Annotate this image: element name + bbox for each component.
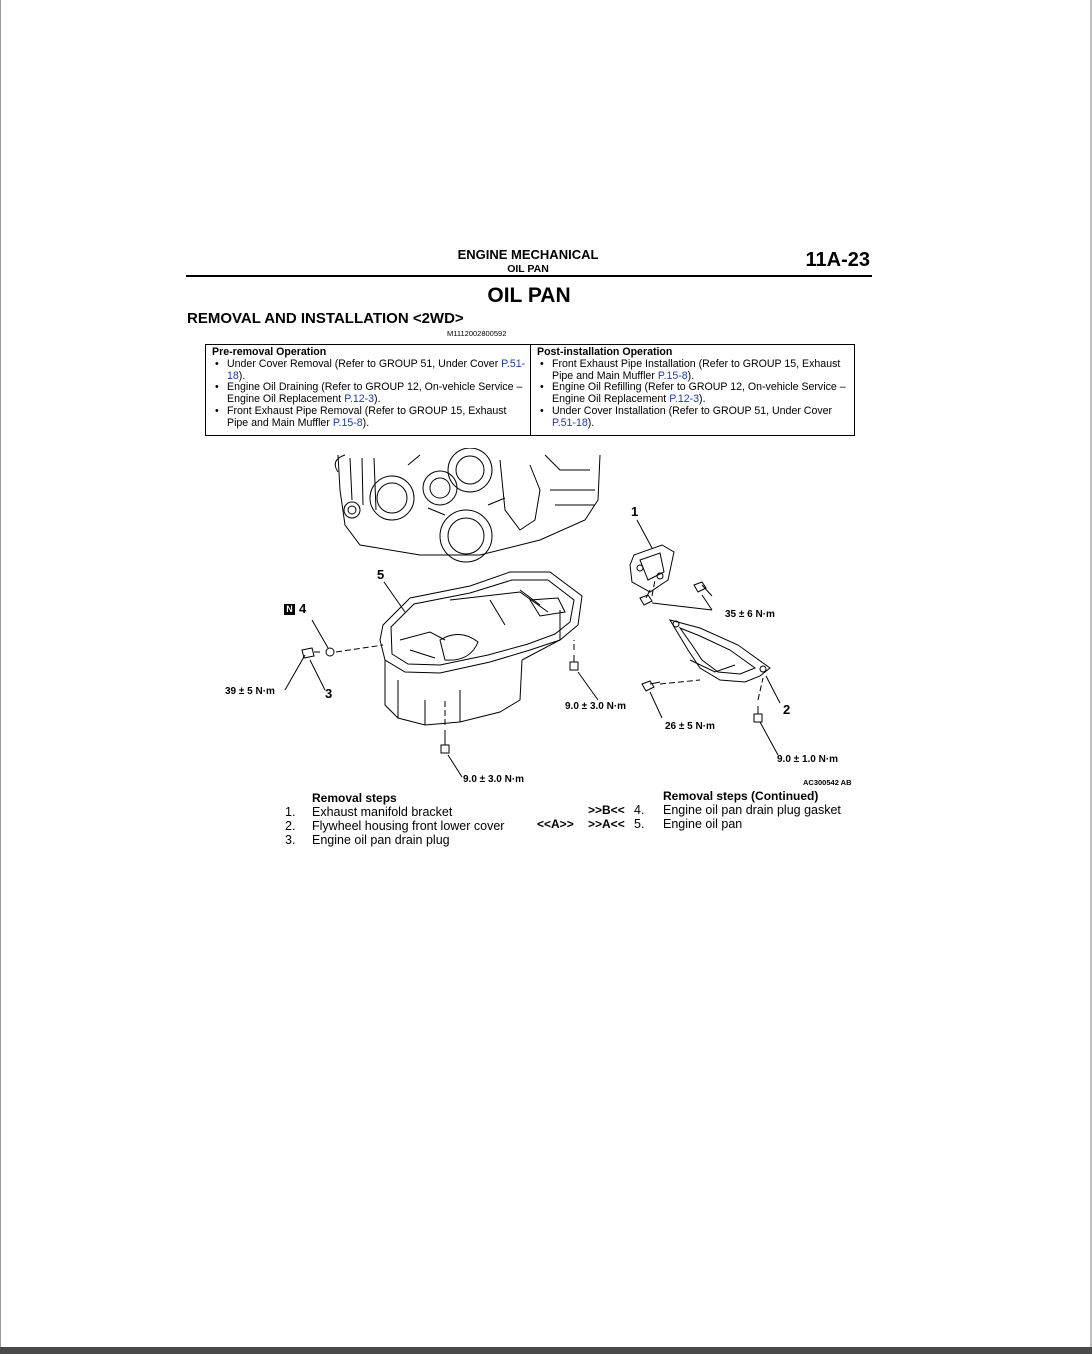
item-text: Engine Oil Draining (Refer to GROUP 12, On-vehicle Service – Engine Oil Replacement <box>227 381 523 406</box>
step-text: Engine oil pan drain plug <box>312 833 450 847</box>
step-number: 5. <box>634 817 645 831</box>
flywheel-cover-drawing <box>670 620 770 682</box>
part-label-3: 3 <box>325 686 333 701</box>
table-divider <box>530 345 531 435</box>
procedure-subtitle: REMOVAL AND INSTALLATION <2WD> <box>187 310 464 327</box>
step-number: 1. <box>285 805 296 819</box>
torque-cover-right: 9.0 ± 1.0 N·m <box>777 754 839 765</box>
torque-pan-right: 9.0 ± 3.0 N·m <box>565 701 627 712</box>
subsection-title: OIL PAN <box>507 263 549 275</box>
page-frame-left <box>0 0 1 1354</box>
operations-table <box>205 344 855 436</box>
list-item <box>537 359 853 383</box>
figure-code: AC300542 AB <box>803 778 852 787</box>
item-tail: ). <box>699 393 706 406</box>
list-item <box>212 359 528 383</box>
item-tail: ). <box>238 369 246 382</box>
torque-drain-plug: 39 ± 5 N·m <box>225 686 275 697</box>
item-tail: ). <box>362 416 370 429</box>
document-id: M1112002800592 <box>447 329 507 338</box>
step-text: Engine oil pan drain plug gasket <box>663 803 841 817</box>
step-number: 2. <box>285 819 296 833</box>
page-reference-link[interactable]: P.12-3 <box>669 393 700 406</box>
post-installation-column <box>537 347 853 430</box>
engine-block-drawing <box>335 448 600 562</box>
page-reference-link[interactable]: P.51-18 <box>552 416 588 429</box>
new-part-badge: N <box>284 604 295 615</box>
installation-mark: <<A>> <box>537 817 574 831</box>
step-text: Exhaust manifold bracket <box>312 805 453 819</box>
pre-removal-column <box>212 347 528 430</box>
exhaust-bracket-drawing <box>630 545 674 592</box>
step-number: 3. <box>285 833 296 847</box>
step-number: 4. <box>634 803 645 817</box>
part-label-5: 5 <box>377 567 385 582</box>
oil-pan-exploded-illustration <box>214 448 874 788</box>
item-text: Front Exhaust Pipe Installation (Refer to GROUP 15, Exhaust Pipe and Main Muffler <box>552 357 841 382</box>
post-installation-heading: Post-installation Operation <box>537 346 673 358</box>
item-text: Under Cover Removal (Refer to GROUP 51, Under Cover <box>227 357 502 370</box>
removal-mark: >>A<< <box>588 817 625 831</box>
removal-steps-heading: Removal steps <box>312 791 397 805</box>
alignment-lines <box>336 580 763 725</box>
part-label-1: 1 <box>631 504 639 519</box>
list-item <box>212 406 528 430</box>
list-item <box>212 382 528 406</box>
part-label-2: 2 <box>783 702 791 717</box>
item-tail: ). <box>374 393 381 406</box>
step-text: Engine oil pan <box>663 817 743 831</box>
oil-pan-drawing <box>380 572 582 725</box>
step-text: Flywheel housing front lower cover <box>312 819 505 833</box>
page-reference-link[interactable]: P.15-8 <box>657 369 688 382</box>
header-rule <box>186 275 872 277</box>
torque-bracket-bolt: 35 ± 6 N·m <box>725 609 775 620</box>
removal-steps-continued-heading: Removal steps (Continued) <box>663 789 819 803</box>
part-label-4: 4 <box>299 601 307 616</box>
removal-mark: >>B<< <box>588 803 625 817</box>
page-frame-bottom <box>0 1347 1092 1354</box>
post-installation-list <box>537 359 853 430</box>
page-title: OIL PAN <box>487 284 571 307</box>
torque-pan-bottom: 9.0 ± 3.0 N·m <box>463 774 525 785</box>
item-tail: ). <box>587 416 595 429</box>
item-text: Under Cover Installation (Refer to GROUP 51, Under Cover <box>552 404 833 417</box>
list-item <box>537 382 853 406</box>
list-item <box>537 406 853 430</box>
item-text: Front Exhaust Pipe Removal (Refer to GROUP 15, Exhaust Pipe and Main Muffler <box>227 404 507 429</box>
section-title: ENGINE MECHANICAL <box>457 247 599 262</box>
torque-cover-left: 26 ± 5 N·m <box>665 721 715 732</box>
page-reference-link[interactable]: P.12-3 <box>344 393 375 406</box>
page-number: 11A-23 <box>805 249 870 271</box>
page-reference-link[interactable]: P.15-8 <box>332 416 363 429</box>
pre-removal-list <box>212 359 528 430</box>
item-tail: ). <box>687 369 695 382</box>
page-reference-link[interactable]: P.51-18 <box>227 357 526 382</box>
item-text: Engine Oil Refilling (Refer to GROUP 12, On-vehicle Service – Engine Oil Replacement <box>552 381 846 406</box>
pre-removal-heading: Pre-removal Operation <box>212 346 327 358</box>
